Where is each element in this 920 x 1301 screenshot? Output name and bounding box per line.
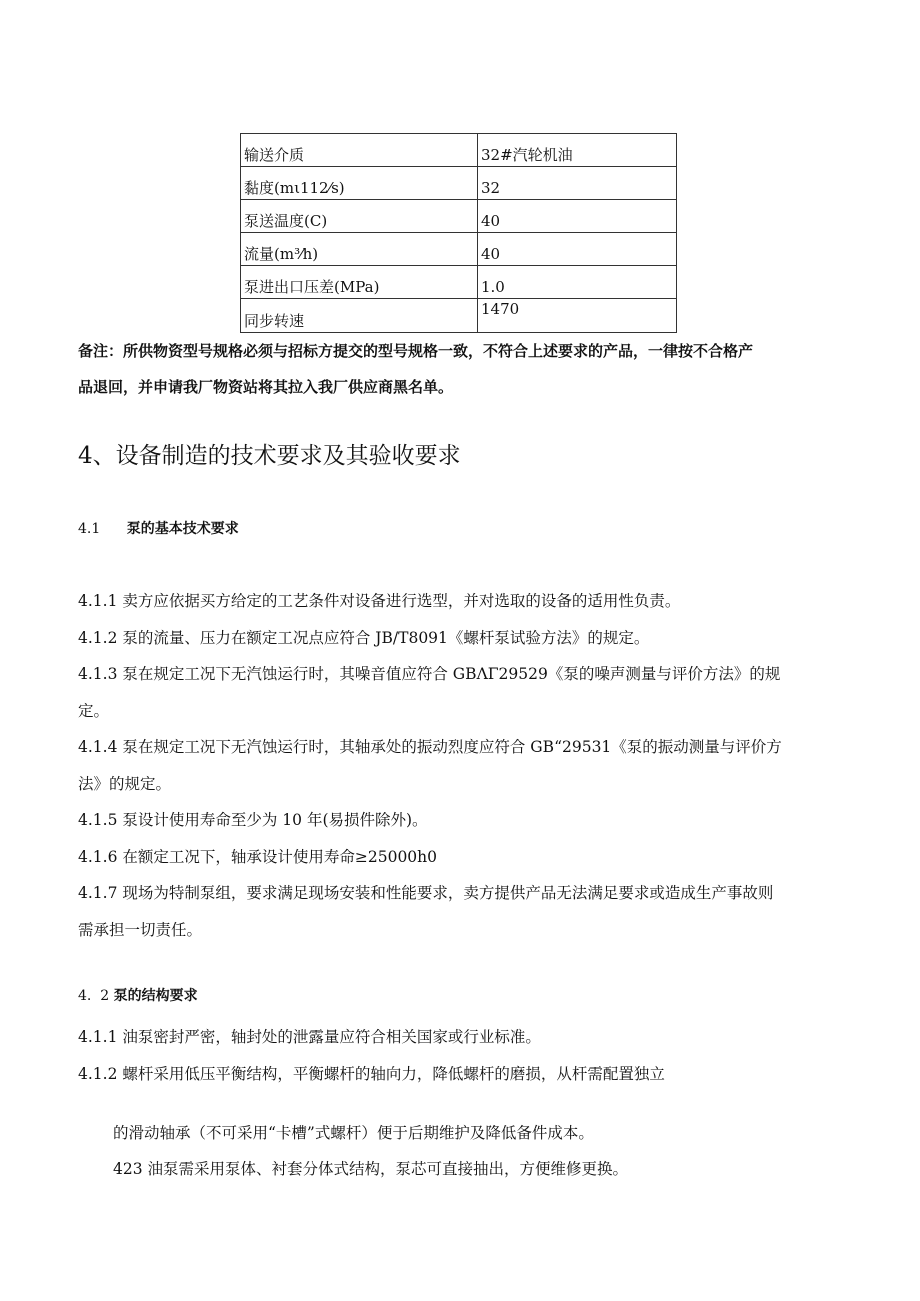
item-4-2-2-cont: 的滑动轴承（不可采用“卡槽”式螺杆）便于后期维护及降低备件成本。 xyxy=(113,1124,594,1142)
spec-label: 黏度(mι112⁄s) xyxy=(241,167,478,200)
item-4-1-1: 4.1.1 卖方应依据买方给定的工艺条件对设备进行选型，并对选取的设备的适用性负责。 xyxy=(78,592,681,610)
section-4-1-heading xyxy=(78,518,239,538)
table-row xyxy=(241,299,677,333)
item-4-2-3: 423 油泵需采用泵体、衬套分体式结构，泵芯可直接抽出，方便维修更换。 xyxy=(113,1160,629,1178)
spec-value: 40 xyxy=(478,200,677,233)
item-4-1-2: 4.1.2 泵的流量、压力在额定工况点应符合 JB/T8091《螺杆泵试验方法》的规定。 xyxy=(78,629,650,647)
note-line-2: 品退回，并申请我厂物资站将其拉入我厂供应商黑名单。 xyxy=(78,378,454,396)
spec-label: 泵进出口压差(MPa) xyxy=(241,266,478,299)
section-4-title: 4、设备制造的技术要求及其验收要求 xyxy=(78,443,461,469)
item-4-1-3: 4.1.3 泵在规定工况下无汽蚀运行时，其噪音值应符合 GBΛΓ29529《泵的噪声测量与评价方法》的规 xyxy=(78,665,781,683)
spec-value: 1470 xyxy=(478,299,677,333)
item-4-1-6: 4.1.6 在额定工况下，轴承设计使用寿命≥25000h0 xyxy=(78,848,438,866)
spec-label: 输送介质 xyxy=(241,134,478,167)
item-4-1-4: 4.1.4 泵在规定工况下无汽蚀运行时，其轴承处的振动烈度应符合 GB“29531《泵的振动测量与评价方 xyxy=(78,738,782,756)
table-row xyxy=(241,167,677,200)
spec-value: 32 xyxy=(478,167,677,200)
section-number: 4. 2 xyxy=(78,988,110,1004)
item-4-1-7: 4.1.7 现场为特制泵组，要求满足现场安装和性能要求，卖方提供产品无法满足要求或造成生产事故则 xyxy=(78,884,774,902)
spec-label: 流量(m³⁄h) xyxy=(241,233,478,266)
item-4-2-2: 4.1.2 螺杆采用低压平衡结构，平衡螺杆的轴向力，降低螺杆的磨损，从杆需配置独立 xyxy=(78,1065,665,1083)
spec-value: 1.0 xyxy=(478,266,677,299)
note-line-1: 备注：所供物资型号规格必须与招标方提交的型号规格一致，不符合上述要求的产品，一律按不合格产 xyxy=(78,342,754,360)
table-row xyxy=(241,134,677,167)
section-number: 4.1 xyxy=(78,521,101,537)
item-4-1-5: 4.1.5 泵设计使用寿命至少为 10 年(易损件除外)。 xyxy=(78,811,428,829)
spec-value: 40 xyxy=(478,233,677,266)
spec-label: 泵送温度(C) xyxy=(241,200,478,233)
section-title: 泵的结构要求 xyxy=(113,988,198,1004)
section-4-2-heading xyxy=(78,985,198,1005)
spec-label: 同步转速 xyxy=(241,299,478,333)
item-4-1-7-cont: 需承担一切责任。 xyxy=(78,921,203,939)
item-4-1-4-cont: 法》的规定。 xyxy=(78,775,172,793)
table-row xyxy=(241,233,677,266)
spec-value: 32#汽轮机油 xyxy=(478,134,677,167)
item-4-2-1: 4.1.1 油泵密封严密，轴封处的泄露量应符合相关国家或行业标准。 xyxy=(78,1028,541,1046)
table-row xyxy=(241,200,677,233)
item-4-1-3-cont: 定。 xyxy=(78,702,110,720)
section-title: 泵的基本技术要求 xyxy=(126,521,239,537)
spec-table xyxy=(240,133,677,333)
table-row xyxy=(241,266,677,299)
